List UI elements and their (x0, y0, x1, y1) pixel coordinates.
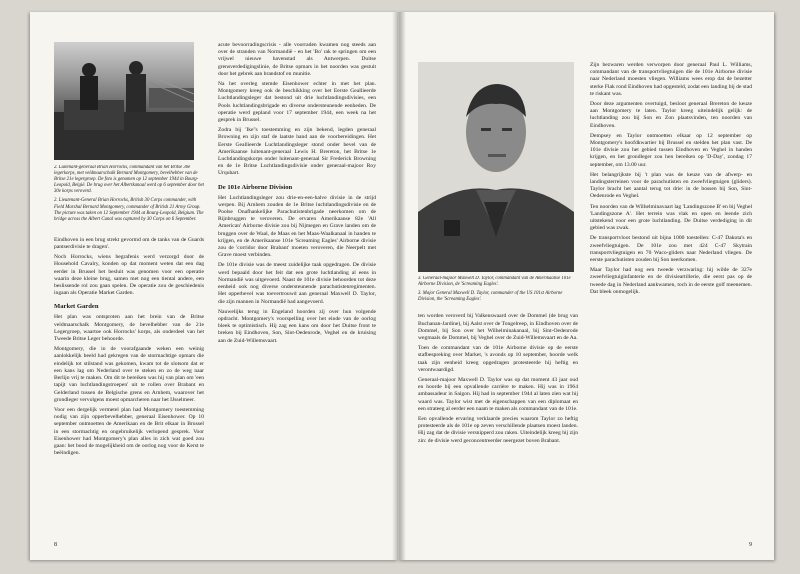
section-heading: Market Garden (54, 303, 99, 311)
paragraph: Zijn bezwaren werden verworpen door generaal Paul L. Williams, commandant van de transportvliegtuigen die de 101e Airborne divisie naar Nederland moesten vliegen. Williams wees erop dat de bezetter sterke Flak rond Eindhoven had opgesteld, zodat een landing bij de stad te riskant was. (590, 62, 752, 97)
left-column-1 (54, 165, 204, 540)
page-number: 9 (749, 542, 752, 548)
photo-caption-english: 2. Lieutenant-General Brian Horrocks, British 30 Corps commander, with Field Marshal Bernard Montgomery, commander of British 21 Army Group. The picture was taken on 12 September 1944 at Bourg-Leopold, Belgium. The bridge across the Albert Canal was captured by 30 Corps on 6 September. (54, 198, 204, 222)
paragraph: Het Luchtlandingsleger zou drie-en-een-halve divisie in de strijd werpen. Bij Arnhem zouden de 1e Britse luchtlandingsdivisie en de Poolse Onafhankelijke Parachutistenbrigade neerkomen om de Rijnbruggen te veroveren. De ervaren Amerikaanse 82e 'All American' Airborne divisie zou bij Nijmegen en Grave landen om de bruggen over de Waal, de Maas en het Maas-Waalkanaal in handen te krijgen, en de Amerikaanse 101e 'Screaming Eagles' Airborne divisie zou de 'corridor door Brabant' moeten veroveren, die Neerpelt met Grave moest verbinden. (218, 194, 376, 259)
paragraph: Montgomery, die in de voorafgaande weken een weinig aanlokkelijk beeld had gekregen van de stormachtige opmars die eindelijk tot stilstand was gekomen, kwam tot de slotsom dat er een kans lag om Nederland over te steken en zo de weg naar Berlijn vrij te maken. Om dit te bereiken was hij van plan om 'een tapijt van luchtlandingstroepen' uit te rollen over Brabant en Gelderland tussen de Belgische grens en Arnhem, waarover het grondleger vervolgens moest opmarcheren naar het IJsselmeer. (54, 346, 204, 403)
paragraph: ten worden veroverd bij Valkenswaard over de Dommel (de brug van Buchanan-Jardine), bij Aalst over de Tongelreep, in Eindhoven over de Dommel, bij Son over het Wilhelminakanaal, bij Sint-Oedenrode wegmaals de Dommel, bij Veghel over de Zuid-Willemsvaart en de Aa. (418, 313, 578, 341)
paragraph: Nauwelijks terug in Engeland hoorden zij over hun volgende opdracht. Montgomery's voorspelling over het einde van de oorlog bleek te optimistisch. Hij zag een kans om door het Duitse front te breken bij Eindhoven, Son, Sint-Oedenrode, Veghel en de kruising aan de Zuid-Willemsvaart. (218, 308, 376, 344)
photo-horrocks-montgomery (54, 42, 194, 160)
left-page (30, 12, 398, 560)
section-heading: De 101e Airborne Division (218, 183, 293, 191)
book-gutter (392, 12, 406, 560)
paragraph: Maar Taylor had nog een tweede verzwaring: hij wilde de 327e zweefvliegtuiginfanterie en de divisieartillerie, die eerst pas op de tweede dag in Nederland aankwamen, toch in de eerste golf meenemen. Dat bleek onmogelijk. (590, 267, 752, 295)
paragraph: Noch Horrocks, wiens begrafenis werd verzorgd door de Household Cavalry, konden op dat moment weten dat een dag eerder in Brussel het besluit was genomen voor een operatie waarin deze kleine brug, samen met nog een tiental andere, een beslissende rol zou gaan spelen. De operatie zou de geschiedenis ingaan als Operatie Market Garden. (54, 254, 204, 297)
paragraph: Voor een dergelijk vermetel plan had Montgomery toestemming nodig van zijn opperbevelhebber, generaal Eisenhower. Op 10 september ontmoetten de Amerikaan en de Brit elkaar in Brussel in een stormachtig en ongebruikelijk verlopend gesprek. Voor Eisenhower had Montgomery's plan alles in zich wat goed zou gaan: het bood de mogelijkheid om de oorlog nog voor de Kerst te beëindigen. (54, 406, 204, 457)
right-column-1 (418, 276, 578, 540)
portrait-image (418, 62, 574, 272)
paragraph: Ten noorden van de Wilhelminavaart lag 'Landingszone B' en bij Veghel 'Landingszone A'. Het terrein was vlak en open en leende zich uitstekend voor een grote luchtlanding. De Duitse verdediging in dit gebied was zwak. (590, 203, 752, 232)
paragraph: Toen de commandant van de 101e Airborne divisie op de eerste stafbespreking over Market, 's avonds op 10 september, hoorde welk taak zijn eenheid kreeg opgedragen protesteerde hij heftig en verontwaardigd. (418, 345, 578, 373)
paragraph: Het belangrijkste bij 't plan was de keuze van de afwerp- en landingsterreinen voor de parachutisten en zweefvliegtuigen (gliders). Taylor bracht het aantal terug tot drie: in de bossen bij Son, Sint-Oedenrode en Veghel. (590, 171, 752, 200)
left-column-2 (218, 42, 376, 540)
paragraph: Eindhoven in een brug strekt gevormd om de tanks van de Guards pantserdivisie te dragen'. (54, 236, 204, 251)
paragraph: De transportvloot bestond uit bijna 1000 toestellen: C-47 Dakota's en zweefvliegtuigen. De 101e zou met 424 C-47 Skytrain transportvliegtuigen en 70 Waco-gliders naar Nederland vliegen. De eerste parachutisten zouden bij Son neerkomen. (590, 235, 752, 264)
photo-caption: 2. Luitenant-generaal Brian Horrocks, commandant van het Britse 30e legerkorps, met veldmaarschalk Bernard Montgomery, bevelhebber van de Britse 21e legergroep. De foto is genomen op 12 september 1944 in Bourg-Leopold, België. De brug over het Albertkanaal werd op 6 september door het 30e korps veroverd. (54, 165, 204, 195)
paragraph: De 101e divisie was de meest zuidelijke taak opgedragen. De divisie werd bepaald door het feit dat een grote luchtlanding al eens in Normandië was uitgevoerd. Naast de 101e divisie behoorden tot deze eenheid ook nog diverse ondersteunende parachutistenregimenten. Het opperbevel was toevertrouwd aan generaal Maxwell D. Taylor, die zijn mannen in Normandië had aangevoerd. (218, 262, 376, 305)
paragraph: Het plan was ontsproten aan het brein van de Britse veldmaarschalk Montgomery, de bevelhebber van de 21e Legergroep, waartoe ook Horrocks' korps, als onderdeel van het Tweede Britse Leger behoorde. (54, 314, 204, 343)
photo-image (54, 42, 194, 160)
page-number: 8 (54, 542, 57, 548)
photo-caption: 3. Generaal-majoor Maxwell D. Taylor, commandant van de Amerikaanse 101e Airborne Division, de 'Screaming Eagles'. (418, 276, 571, 288)
paragraph: Door deze argumenten overtuigd, besloot generaal Brereton de keuze aan Montgomery te laten. Taylor kreeg uiteindelijk gelijk: de luchtlanding zou bij Son en Zon plaatsvinden, ten noorden van Eindhoven. (590, 101, 752, 129)
paragraph: acute bevoorradingscrisis - alle voorraden kwamen nog steeds aan over de stranden van Normandië - en het 'Bo' rak te springen om een vrijwel nieuwe havenstad als Antwerpen. Duitse grensverdedigingslinie, de Britse opmars in het noorden was gestuit door het gebrek aan brandstof en munitie. (218, 42, 376, 77)
paragraph: Dempsey en Taylor ontmoetten elkaar op 12 september op Montgomery's hoofdkwartier bij Brussel en stelden het plan vast. De 101e divisie zou het gebied tussen Eindhoven en Veghel in handen krijgen, en het grondleger zou hen bereiken op 'D-Day', zondag 17 september, om 13.00 uur. (590, 132, 752, 168)
paragraph: Na het overleg stemde Eisenhower echter in met het plan. Montgomery kreeg ook de beschikking over het Eerste Geallieerde Luchtlandingsleger dat bestond uit drie luchtlandingsdivisies, een Pools luchtlandingsbrigade en diverse ondersteunende eenheden. De operatie werd gepland voor 17 september 1944, een week na het gesprek in Brussel. (218, 81, 376, 124)
photo-taylor-portrait (418, 62, 574, 272)
paragraph: Generaal-majoor Maxwell D. Taylor was op dat moment 43 jaar oud en hoorde bij een opvallende carrière te maken. Hij was in 1964 ambassadeur in Saigon. Hij had in september 1944 al laten zien wat hij waard was. Taylor wist met de eigenschappen van een diplomaat en een strateeg al eerder een naam te maken als commandant van de 101e. (418, 377, 578, 412)
right-column-2 (590, 62, 752, 540)
paragraph: Zodra bij 'Ike''s toestemming en zijn bekend, legden generaal Browning en zijn staf de laatste hand aan de voorbereidingen. Het Eerste Geallieerde Luchtlandingsleger stond onder bevel van de Amerikaanse luitenant-generaal Lewis H. Brereton, het Britse 1e Luchtlandingskorps onder luitenant-generaal Sir Frederick Browning en de 1e Britse Luchtlandingsdivisie onder generaal-majoor Roy Urquhart. (218, 127, 376, 177)
right-page (398, 12, 774, 560)
photo-caption-english: 3. Major General Maxwell D. Taylor, commander of the US 101st Airborne Division, the 'Screaming Eagles'. (418, 291, 563, 303)
paragraph: Een opvallende ervaring verklaarde precies waarom Taylor zo heftig protesteerde als de 101e op zeven verschillende plaatsen moest landen. Hij zag dat de divisie versnipperd zou raken. Uiteindelijk kreeg hij zijn zin: de divisie werd geconcentreerder neergezet boven Brabant. (418, 416, 578, 444)
